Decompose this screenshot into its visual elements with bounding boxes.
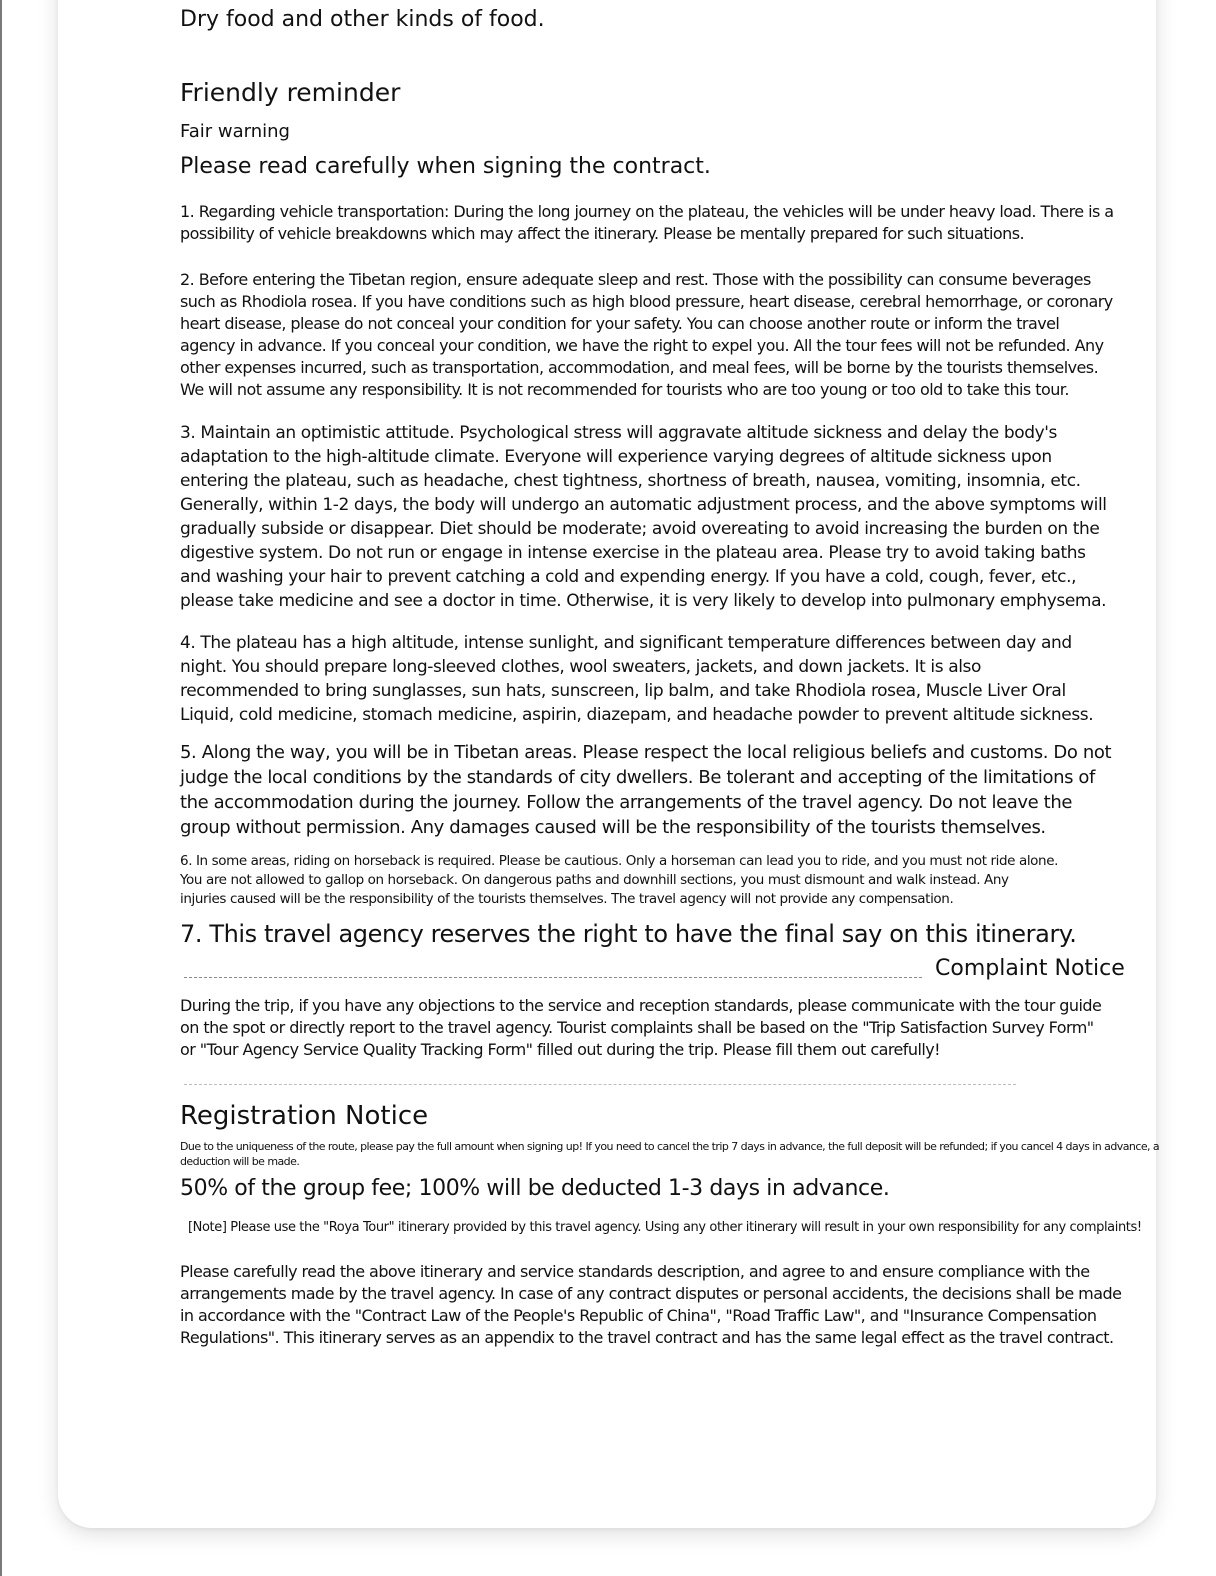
closing-statement: Please carefully read the above itinerary and service standards description, and agree to and ensure compliance with the arrangements made by the travel agency. In case of any contract disputes or personal accidents, the decisions shall be made in accordance with the "Contract Law of the People's Republic of China", "Road Traffic Law", and "Insurance Compensation Regulations". This itinerary serves as an appendix to the travel contract and has the same legal effect as the travel contract. xyxy=(180,1262,1122,1347)
divider-dashed-2 xyxy=(184,1084,1016,1085)
reminder-item-3: 3. Maintain an optimistic attitude. Psychological stress will aggravate altitude sickness and delay the body's adaptation to the high-altitude climate. Everyone will experience varying degrees of altitude sickness upon entering the plateau, such as headache, chest tightness, shortness of breath, nausea, vomiting, insomnia, etc. Generally, within 1-2 days, the body will undergo an automatic adjustment process, and the above symptoms will gradually subside or disappear. Diet should be moderate; avoid overeating to avoid increasing the burden on the digestive system. Do not run or engage in intense exercise in the plateau area. Please try to avoid taking baths and washing your hair to prevent catching a cold and expending energy. If you have a cold, cough, fever, etc., please take medicine and see a doctor in time. Otherwise, it is very likely to develop into pulmonary emphysema. xyxy=(180,423,1107,611)
reminder-item-4: 4. The plateau has a high altitude, intense sunlight, and significant temperature differences between day and night. You should prepare long-sleeved clothes, wool sweaters, jackets, and down jackets. It is also recommended to bring sunglasses, sun hats, sunscreen, lip balm, and take Rhodiola rosea, Muscle Liver Oral Liquid, cold medicine, stomach medicine, aspirin, diazepam, and headache powder to prevent altitude sickness. xyxy=(180,633,1094,725)
reminder-item-5: 5. Along the way, you will be in Tibetan areas. Please respect the local religious beliefs and customs. Do not judge the local conditions by the standards of city dwellers. Be tolerant and accepting of the limitations of the accommodation during the journey. Follow the arrangements of the travel agency. Do not leave the group without permission. Any damages caused will be the responsibility of the tourists themselves. xyxy=(180,742,1112,838)
registration-notice-heading: Registration Notice xyxy=(180,1101,429,1131)
friendly-reminder-heading: Friendly reminder xyxy=(180,78,401,107)
registration-small-print: Due to the uniqueness of the route, please pay the full amount when signing up! If you need to cancel the trip 7 days in advance, the full deposit will be refunded; if you cancel 4 days in advance, a deduction will be made. xyxy=(180,1140,1160,1168)
reminder-item-1: 1. Regarding vehicle transportation: During the long journey on the plateau, the vehicles will be under heavy load. There is a possibility of vehicle breakdowns which may affect the itinerary. Please be mentally prepared for such situations. xyxy=(180,202,1114,243)
itinerary-note: [Note] Please use the "Roya Tour" itinerary provided by this travel agency. Using any other itinerary will result in your own responsibility for any complaints! xyxy=(188,1220,1142,1235)
reminder-item-2: 2. Before entering the Tibetan region, ensure adequate sleep and rest. Those with the possibility can consume beverages such as Rhodiola rosea. If you have conditions such as high blood pressure, heart disease, cerebral hemorrhage, or coronary heart disease, please do not conceal your condition for your safety. You can choose another route or inform the travel agency in advance. If you conceal your condition, we have the right to expel you. All the tour fees will not be refunded. Any other expenses incurred, such as transportation, accommodation, and meal fees, will be borne by the tourists themselves. We will not assume any responsibility. It is not recommended for tourists who are too young or too old to take this tour. xyxy=(180,270,1113,399)
window-left-edge xyxy=(0,0,2,1576)
intro-line: Dry food and other kinds of food. xyxy=(180,7,545,32)
divider-dashed-1 xyxy=(184,977,922,978)
reminder-item-6: 6. In some areas, riding on horseback is required. Please be cautious. Only a horseman can lead you to ride, and you must not ride alone. You are not allowed to gallop on horseback. On dangerous paths and downhill sections, you must dismount and walk instead. Any injuries caused will be the responsibility of the tourists themselves. The travel agency will not provide any compensation. xyxy=(180,853,1058,907)
fair-warning-subheading: Fair warning xyxy=(180,121,290,142)
reminder-item-7: 7. This travel agency reserves the right to have the final say on this itinerary. xyxy=(180,920,1077,948)
complaint-notice-body: During the trip, if you have any objections to the service and reception standards, please communicate with the tour guide on the spot or directly report to the travel agency. Tourist complaints shall be based on the "Trip Satisfaction Survey Form" or "Tour Agency Service Quality Tracking Form" filled out during the trip. Please fill them out carefully! xyxy=(180,996,1102,1059)
complaint-notice-heading: Complaint Notice xyxy=(935,956,1125,981)
read-carefully-lead: Please read carefully when signing the contract. xyxy=(180,154,711,179)
group-fee-line: 50% of the group fee; 100% will be deducted 1-3 days in advance. xyxy=(180,1176,890,1201)
